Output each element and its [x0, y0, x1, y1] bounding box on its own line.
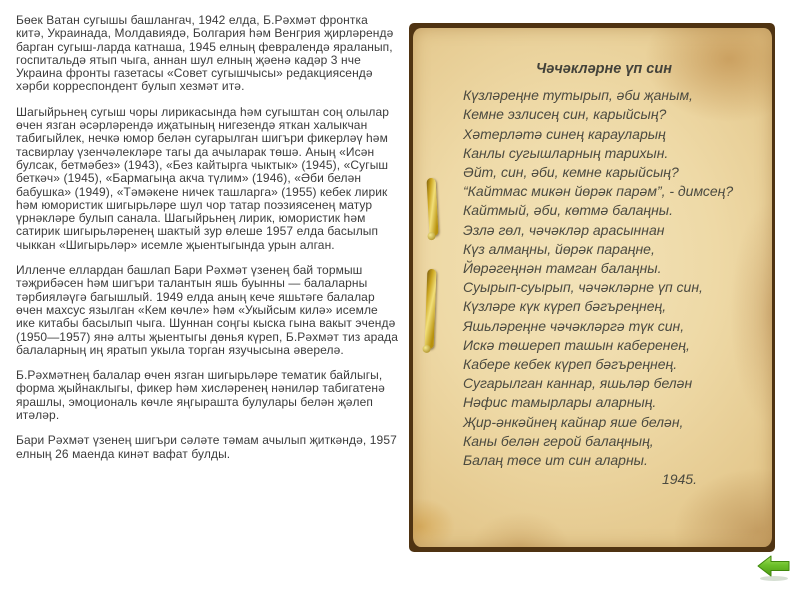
bio-paragraph-3: Илленче еллардан башлап Бари Рәхмәт үзенең бай тормыш тәҗрибәсен һәм шигъри талантын яшь буынны — балаларны тәрбияләүгә багышлый. 1949 елда аның кече яшьтәге балалар өчен махсус язылган «Кем көчле» һәм «Укыйсым килә» исемле ике китабы басылып чыга. Шуннан соңгы кыска гына вакыт эчендә (1950—1957) янә алты җыентыгы дөнья күреп, Б.Рәхмәт тиз арада балаларның иң яратып укыла торган язучысына әверелә.	[16, 263, 399, 357]
poem-line: Канлы сугышларның тарихын.	[463, 144, 669, 161]
poem-parchment	[413, 28, 772, 547]
biography-text-block	[16, 14, 398, 473]
poem-line: Күзләреңне тутырып, әби җаным,	[463, 87, 693, 104]
poem-line: Йөрәгеңнән тамган балаңны.	[463, 260, 662, 277]
poem-line: Яшьләреңне чәчәкләргә түк син,	[463, 317, 685, 334]
poem-line: Кемне эзлисең син, карыйсың?	[463, 106, 667, 123]
poem-line: Сугарылган каннар, яшьләр белән	[463, 375, 693, 392]
poem-line: Искә төшереп ташын каберенең,	[463, 336, 690, 353]
poem-line: Кайтмый, әби, көтмә балаңны.	[463, 202, 673, 219]
poem-line: Хәтерләтә синең карауларың	[463, 125, 666, 142]
poem-line: Суырып-суырып, чәчәкләрне үп син,	[463, 279, 703, 296]
poem-date: 1945.	[661, 471, 697, 488]
bio-paragraph-1: Бөек Ватан сугышы башлангач, 1942 елда, Б.Рәхмәт фронтка китә, Украинада, Молдавиядә, Болгария һәм Венгрия җирләрендә барган сугыш-ларда катнаша, 1945 елның февралендә яраланып, госпитальдә ятып чыга, аннан шул елның җәенә кадәр 3 нче Украина фронты газетасы «Совет сугышчысы» редакциясендә хәрби корреспондент булып хезмәт итә.	[16, 13, 394, 94]
poem-line: Күзләре күк күреп бәгъреңнең,	[463, 298, 667, 315]
poem-block	[463, 60, 745, 489]
poem-line: Нәфис тамырлары аларның.	[463, 394, 657, 411]
back-arrow-icon	[755, 554, 793, 580]
poem-line: Күз алмаңны, йөрәк параңне,	[463, 240, 655, 257]
poem-line: Каны белән герой балаңның,	[463, 432, 654, 449]
bio-paragraph-2: Шагыйрьнең сугыш чоры лирикасында һәм сугыштан соң олылар өчен язган әсәрләрендә иҗатының нигезендә яткан халыкчан табигыйлек, нечкә юмор белән сугарылган шигъри фикерләү һәм тасвирлау үзенчәлекләре тагы да ачыларак төшә. Аның «Исән булсак, бетмәбез» (1943), «Без кайтырга чыктык» (1945), «Сугыш беткәч» (1945), «Бармагыңа акча түлим» (1946), «Әби белән бабушка» (1949), «Тәмәкене ничек ташларга» (1955) кебек лирик һәм юмористик шигырьләре шул чор татар поэзиясенең матур үрнәкләре булып санала. Шагыйрьнең лирик, юмористик һәм сатирик шигырьләренең шактый зур өлеше 1957 елда басылып чыккан «Шигырьләр» исемле җыентыгында урын алган.	[16, 104, 390, 252]
poem-line: Эзлә гөл, чәчәкләр арасыннан	[463, 221, 665, 238]
poem-title: Чәчәкләрне үп син	[536, 61, 672, 77]
poem-line: “Кайтмас микән йөрәк парәм”, - димсең?	[463, 183, 734, 200]
bio-paragraph-5: Бари Рәхмәт үзенең шигъри сәләте тәмам ачылып җиткәндә, 1957 елның 26 маенда кинәт вафат булды.	[16, 433, 397, 461]
poem-line: Җир-әнкәйнең кайнар яше белән,	[463, 413, 684, 430]
poem-line: Кабере кебек күреп бәгъреңнең.	[463, 356, 678, 373]
poem-line: Әйт, син, әби, кемне карыйсың?	[463, 164, 679, 181]
poem-line: Балаң төсе ит син аларны.	[463, 452, 648, 469]
back-button[interactable]	[755, 554, 793, 584]
bio-paragraph-4: Б.Рәхмәтнең балалар өчен язган шигырьләре тематик байлыгы, форма җыйнаклыгы, фикер һәм хисләренең нәниләр табигатенә ярашлы, эмоциональ көчле яңгырашта булулары белән җәлеп итәләр.	[16, 368, 385, 423]
binding-tie-icon	[426, 178, 438, 236]
binding-tie-icon	[425, 269, 437, 349]
